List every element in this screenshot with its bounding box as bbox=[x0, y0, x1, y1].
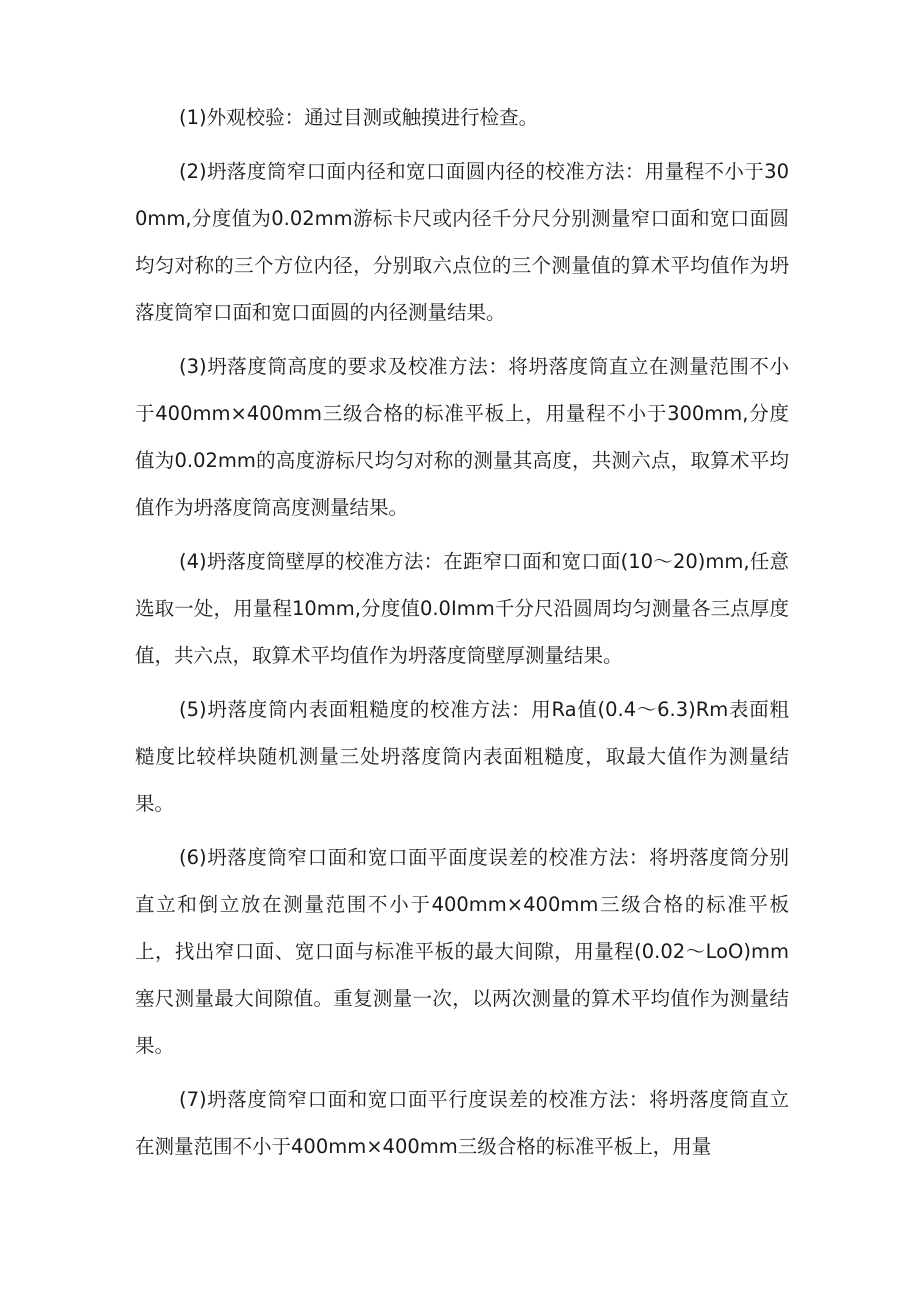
paragraph-4-wall-thickness: (4)坍落度筒壁厚的校准方法：在距窄口面和宽口面(10～20)mm,任意选取一处，用量程10mm,分度值0.0Imm千分尺沿圆周均匀测量各三点厚度值，共六点，取算术平均值作为坍落度筒壁厚测量结果。 bbox=[135, 550, 789, 667]
paragraph-1-appearance-check: (1)外观校验：通过目测或触摸进行检查。 bbox=[179, 106, 539, 129]
document-body bbox=[135, 94, 789, 1177]
paragraph-3-height: (3)坍落度筒高度的要求及校准方法：将坍落度筒直立在测量范围不小于400mm×400mm三级合格的标准平板上，用量程不小于300mm,分度值为0.02mm的高度游标尺均匀对称的测量其高度，共测六点，取算术平均值作为坍落度筒高度测量结果。 bbox=[135, 355, 789, 519]
paragraph-7-parallelism: (7)坍落度筒窄口面和宽口面平行度误差的校准方法：将坍落度筒直立在测量范围不小于400mm×400mm三级合格的标准平板上，用量 bbox=[135, 1088, 789, 1158]
paragraph-5-roughness: (5)坍落度筒内表面粗糙度的校准方法：用Ra值(0.4～6.3)Rm表面粗糙度比较样块随机测量三处坍落度筒内表面粗糙度，取最大值作为测量结果。 bbox=[135, 698, 789, 815]
paragraph-6-flatness: (6)坍落度筒窄口面和宽口面平面度误差的校准方法：将坍落度筒分别直立和倒立放在测量范围不小于400mm×400mm三级合格的标准平板上，找出窄口面、宽口面与标准平板的最大间隙，用量程(0.02～LoO)mm塞尺测量最大间隙值。重复测量一次，以两次测量的算术平均值作为测量结果。 bbox=[135, 846, 789, 1057]
paragraph-2-inner-diameter: (2)坍落度筒窄口面内径和宽口面圆内径的校准方法：用量程不小于300mm,分度值为0.02mm游标卡尺或内径千分尺分别测量窄口面和宽口面圆均匀对称的三个方位内径，分别取六点位的三个测量值的算术平均值作为坍落度筒窄口面和宽口面圆的内径测量结果。 bbox=[135, 160, 789, 324]
